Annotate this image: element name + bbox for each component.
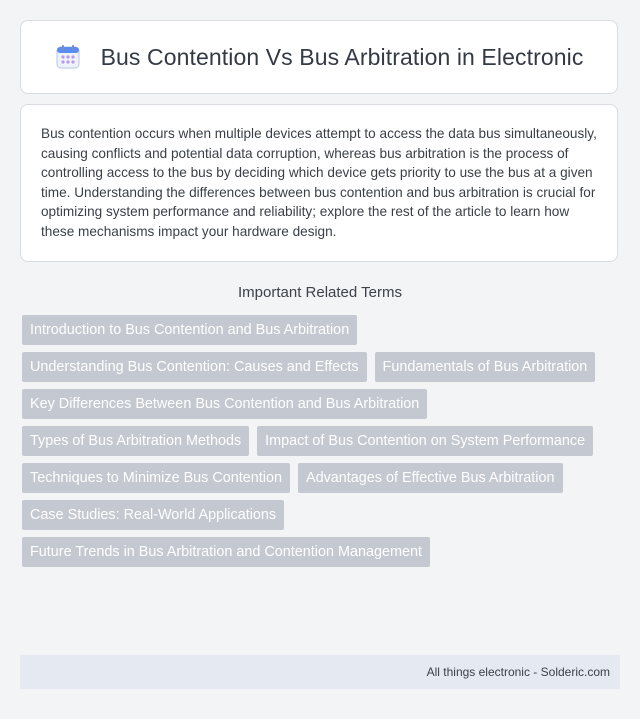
related-terms-list — [22, 315, 622, 567]
term-chip[interactable]: Types of Bus Arbitration Methods — [22, 426, 249, 456]
term-chip[interactable]: Advantages of Effective Bus Arbitration — [298, 463, 563, 493]
intro-card — [20, 104, 618, 262]
term-chip[interactable]: Case Studies: Real-World Applications — [22, 500, 284, 530]
footer-credit[interactable]: All things electronic - Solderic.com — [426, 665, 610, 679]
term-chip[interactable]: Future Trends in Bus Arbitration and Contention Management — [22, 537, 430, 567]
term-chip[interactable]: Impact of Bus Contention on System Performance — [257, 426, 593, 456]
term-chip[interactable]: Understanding Bus Contention: Causes and Effects — [22, 352, 367, 382]
page-title: Bus Contention Vs Bus Arbitration in Electronic — [100, 43, 584, 70]
term-chip[interactable]: Key Differences Between Bus Contention and Bus Arbitration — [22, 389, 427, 419]
term-chip[interactable]: Techniques to Minimize Bus Contention — [22, 463, 290, 493]
title-wrap — [55, 44, 584, 71]
calendar-icon — [55, 44, 81, 70]
term-chip[interactable]: Introduction to Bus Contention and Bus Arbitration — [22, 315, 357, 345]
header-card — [20, 20, 618, 94]
footer-bar — [20, 655, 620, 689]
term-chip[interactable]: Fundamentals of Bus Arbitration — [375, 352, 596, 382]
related-terms-heading: Important Related Terms — [238, 284, 402, 301]
intro-paragraph: Bus contention occurs when multiple devices attempt to access the data bus simultaneously, causing conflicts and potential data corruption, whereas bus arbitration is the process of controlling access to the bus by deciding which device gets priority to use the bus at a given time. Understanding the differences between bus contention and bus arbitration is crucial for optimizing system performance and reliability; explore the rest of the article to learn how these mechanisms impact your hardware design. — [41, 126, 597, 239]
